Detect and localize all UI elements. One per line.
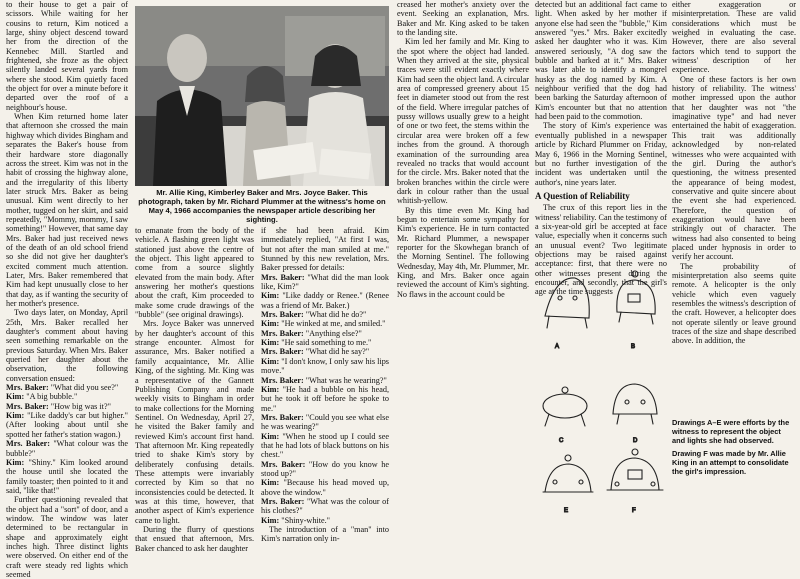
paragraph: Two days later, on Monday, April 25th, Mrs. Baker recalled her daughter's comment about having seen something remarkable on the previous Saturday. When Mrs. Baker queried her daughter about the observation, the following conversation ensued: — [6, 308, 128, 383]
dialogue-line: Kim: "Shiny-white." — [261, 515, 331, 525]
dialogue-line: Mrs. Baker: "What colour was the bubble?" — [6, 439, 128, 458]
column-3 — [261, 226, 390, 544]
dialogue-line: Mrs. Baker: "What did the man look like, Kim?" — [261, 272, 389, 292]
paragraph: When Kim returned home later that afternoon she crossed the main highway which divides Bingham and separates the Baker's house from their hardware store diagonally across the street. Kim was not in the habit of crossing the highway alone, and the irregularity of this liberty later struck Mrs. Baker as being unusual. Kim went directly to her mother, tugged on her skirt, and said repeatedly, "Mommy, mommy, I saw something!" However, that same day Mrs. Baker had just received news of the death of an old school friend so she did not give her daughter's excited comment much attention. Later, Mrs. Baker remembered that Kim had kept unusually close to her that day, as if wanting the security of her mother's presence. — [6, 112, 128, 308]
dialogue-line: Mrs. Baker: "What did you see?" — [6, 383, 119, 393]
dialogue-line: Mrs. Baker: "How do you know he stood up?" — [261, 459, 390, 478]
dialogue-line: Kim: "I don't know, I only saw his lips move." — [261, 356, 389, 376]
dialogue-line: Mrs. Baker: "What did he do?" — [261, 310, 367, 320]
drawing-c — [543, 387, 587, 426]
dialogue-line: Kim: "When he stood up I could see that he had lots of black buttons on his chest." — [261, 431, 389, 460]
drawing-label-d: D — [633, 438, 638, 444]
dialogue-line: Kim: "Shiny." Kim looked around the house until she located the family toaster; then pointed to it and said, "like that!" — [6, 457, 129, 495]
drawing-label-c: C — [559, 438, 564, 444]
paragraph: During the flurry of questions that ensued that afternoon, Mrs. Baker chanced to ask her daughter — [135, 525, 254, 553]
photo-caption: Mr. Allie King, Kimberley Baker and Mrs. Joyce Baker. This photograph, taken by Mr. Richard Plummer at the witness's home on May 4, 1966 accompanies the newspaper article describing her sighting. — [138, 188, 386, 224]
dialogue-line: Kim: "A big bubble." — [6, 392, 78, 402]
dialogue-line: Kim: "Like daddy's car but higher." (After looking about until she spotted her father's station wagon.) — [6, 411, 129, 439]
paragraph: The introduction of a "man" into Kim's narration only in- — [261, 525, 389, 544]
dialogue-line: Kim: "Because his head moved up, above the window." — [261, 478, 389, 497]
dialogue-line: Mrs. Baker: "What was he wearing?" — [261, 375, 387, 385]
drawing-label-a: A — [555, 344, 560, 350]
column-5 — [535, 0, 667, 297]
paragraph: Further questioning revealed that the object had a "sort" of door, and a window. The window was later determined to be rectangular in shape and approximately eight inches high. Three distinct lights were observed. On either end of the craft were steady red lights which seemed — [6, 495, 128, 579]
dialogue-line: Kim: "Like daddy or Renee." (Renee was a friend of Mr. Baker.) — [261, 291, 389, 310]
column-4 — [397, 0, 529, 521]
drawing-e — [543, 455, 593, 492]
dialogue-line: Mrs. Baker: "Could you see what else he was wearing?" — [261, 412, 389, 432]
drawings-caption-line: Drawings A–E were efforts by the witness to represent the object and lights she had observed. — [672, 418, 790, 445]
paragraph: to emanate from the body of the vehicle. A flashing green light was stationed just above the centre of the object. This light appeared to come from a source slightly elevated from the main body. After answering her mother's questions about the craft, Kim proceeded to make some crude drawings of the "bubble" (see original drawings). — [135, 226, 254, 320]
paragraph: The crux of this report lies in the witness' reliability. Can the testimony of a six-year-old girl be accepted at face value, especially when it concerns such an unusual event? Two legitimate objections may be raised against acceptance: first, that there were no other witnesses present during the encounter, and secondly, that the girl's age at the time suggests — [535, 203, 667, 297]
photo-illustration — [135, 6, 389, 186]
paragraph: The story of Kim's experience was eventually published in a newspaper article by Richard Plummer on Friday, May 6, 1966 in the Morning Sentinel, but no further investigation of the incident was undertaken until the author's, nine years later. — [535, 121, 667, 187]
paragraph: either exaggeration or misinterpretation. These are valid considerations which must be weighed in evaluating the case. However, there are also several factors which tend to support the witness' description of her experience. — [672, 0, 796, 75]
paragraph: Mrs. Joyce Baker was unnerved by her daughter's account of this strange encounter. Almost for assurance, Mrs. Baker notified a family acquaintance, Mr. Allie King, of the sighting. Mr. King was a representative of the Gannett Publishing Company and made weekly visits to Bingham in order to make collections for the Morning Sentinel. On Wednesday, April 27, he visited the Baker family and reviewed Kim's account first hand. That afternoon Mr. King repeatedly tried to shake Kim's story by deliberately confusing details. These attempts were invariably corrected by Kim so that no inconsistencies could be detected. It was at this time, however, that another aspect of Kim's experience came to light. — [135, 319, 254, 525]
dialogue-line: Mrs. Baker: "What was the colour of his clothes?" — [261, 496, 389, 516]
dialogue-line: Mrs. Baker: "Anything else?" — [261, 328, 362, 338]
drawing-label-e: E — [564, 508, 569, 514]
column-2 — [135, 226, 254, 553]
witness-drawings — [535, 256, 670, 518]
section-heading: A Question of Reliability — [535, 190, 630, 201]
drawings-caption-line: Drawing F was made by Mr. Allie King in an attempt to consolidate the girl's impression. — [672, 449, 789, 476]
drawing-f — [607, 449, 663, 490]
drawing-d — [613, 384, 657, 424]
paragraph: By this time even Mr. King had begun to entertain some sympathy for Kim's experience. He in turn contacted Mr. Richard Plummer, a newspaper reporter for the Skowhegan branch of the Morning Sentinel. The following Wednesday, May 4th, Mr. Plummer, Mr. King, and Mrs. Baker once again reviewed the account of Kim's sighting. No flaws in the account could be — [397, 205, 529, 299]
drawing-a — [545, 278, 589, 328]
dialogue-line: Mrs. Baker: "How big was it?" — [6, 401, 111, 411]
dialogue-line: Kim: "He said something to me." — [261, 338, 372, 348]
column-6 — [672, 0, 796, 380]
paragraph: to their house to get a pair of scissors. While waiting for her cousins to return, Kim noticed a large, shiny object descend toward her from the direction of the Kennebec Mill. Startled and frightened, she froze as the object silently landed several yards from where she stood. Kim quietly faced the object for over a minute before it departed over the roof of a neighbour's house. — [6, 0, 128, 112]
drawing-b — [617, 271, 655, 324]
paragraph: if she had been afraid. Kim immediately replied, "At first I was, but not after the man smiled at me." Stunned by this new revelation, Mrs. Baker pressed for details: — [261, 226, 389, 273]
dialogue-line: Kim: "He winked at me, and smiled." — [261, 319, 386, 329]
paragraph: One of these factors is her own history of reliability. The witness' mother impressed upon the author that her daughter was not "the imaginative type" and had never entertained the habit of exaggeration. This trait was additionally acknowledged by non-related witnesses who were acquainted with the girl. During the author's questioning, the witness presented the appearance of being modest, conservative and quite sincere about the event she had experienced. Therefore, the question of exaggeration would have been strikingly out of character. The witness had also consented to being placed under hypnosis in order to verify her account. — [672, 74, 796, 262]
dialogue-line: Kim: "He had a bubble on his head, but he took it off before he spoke to me." — [261, 384, 390, 413]
paragraph: detected but an additional fact came to light. When asked by her mother if anyone else had seen the "bubble," Kim answered "yes." Mrs. Baker excitedly asked her daughter who it was. Kim answered seriously, "A dog saw the bubble and barked at it." Mrs. Baker was later able to identify a mongrel husky as the dog named by Kim. A neighbour verified that the dog had been barking the Saturday afternoon of Kim's encounter but that no attention had been paid to the commotion. — [535, 0, 667, 122]
paragraph: Kim led her family and Mr. King to the spot where the object had landed. When they arrived at the site, physical traces were still evident exactly where Kim had seen the object land. A circular area of compressed greenery about 15 feet in diameter stood out from the rest of the field. Where irregular patches of pussy willows usually grew to a height of one or two feet, the stems within the circular area were broken off a few inches from the ground. A thorough examination of the surrounding area revealed no tracks that would account for the circle. Mrs. Baker noted that the broken branches within the circle were dark in colour rather than the usual whitish-yellow. — [397, 37, 529, 206]
witness-photograph — [135, 6, 389, 186]
drawings-caption — [672, 418, 796, 480]
column-1 — [6, 0, 129, 579]
paragraph: creased her mother's anxiety over the event. Seeking an explanation, Mrs. Baker and Mr. King asked to be taken to the landing site. — [397, 0, 529, 38]
drawing-label-b: B — [631, 344, 636, 350]
drawing-label-f: F — [632, 508, 636, 514]
paragraph: The probability of misinterpretation also seems quite remote. A helicopter is the only vehicle which even vaguely resembles the witness's description of the craft. However, a helicopter does not operate silently or leave ground traces of the size and shape described above. In addition, the — [672, 261, 796, 346]
dialogue-line: Mrs. Baker: "What did he say?" — [261, 347, 370, 357]
